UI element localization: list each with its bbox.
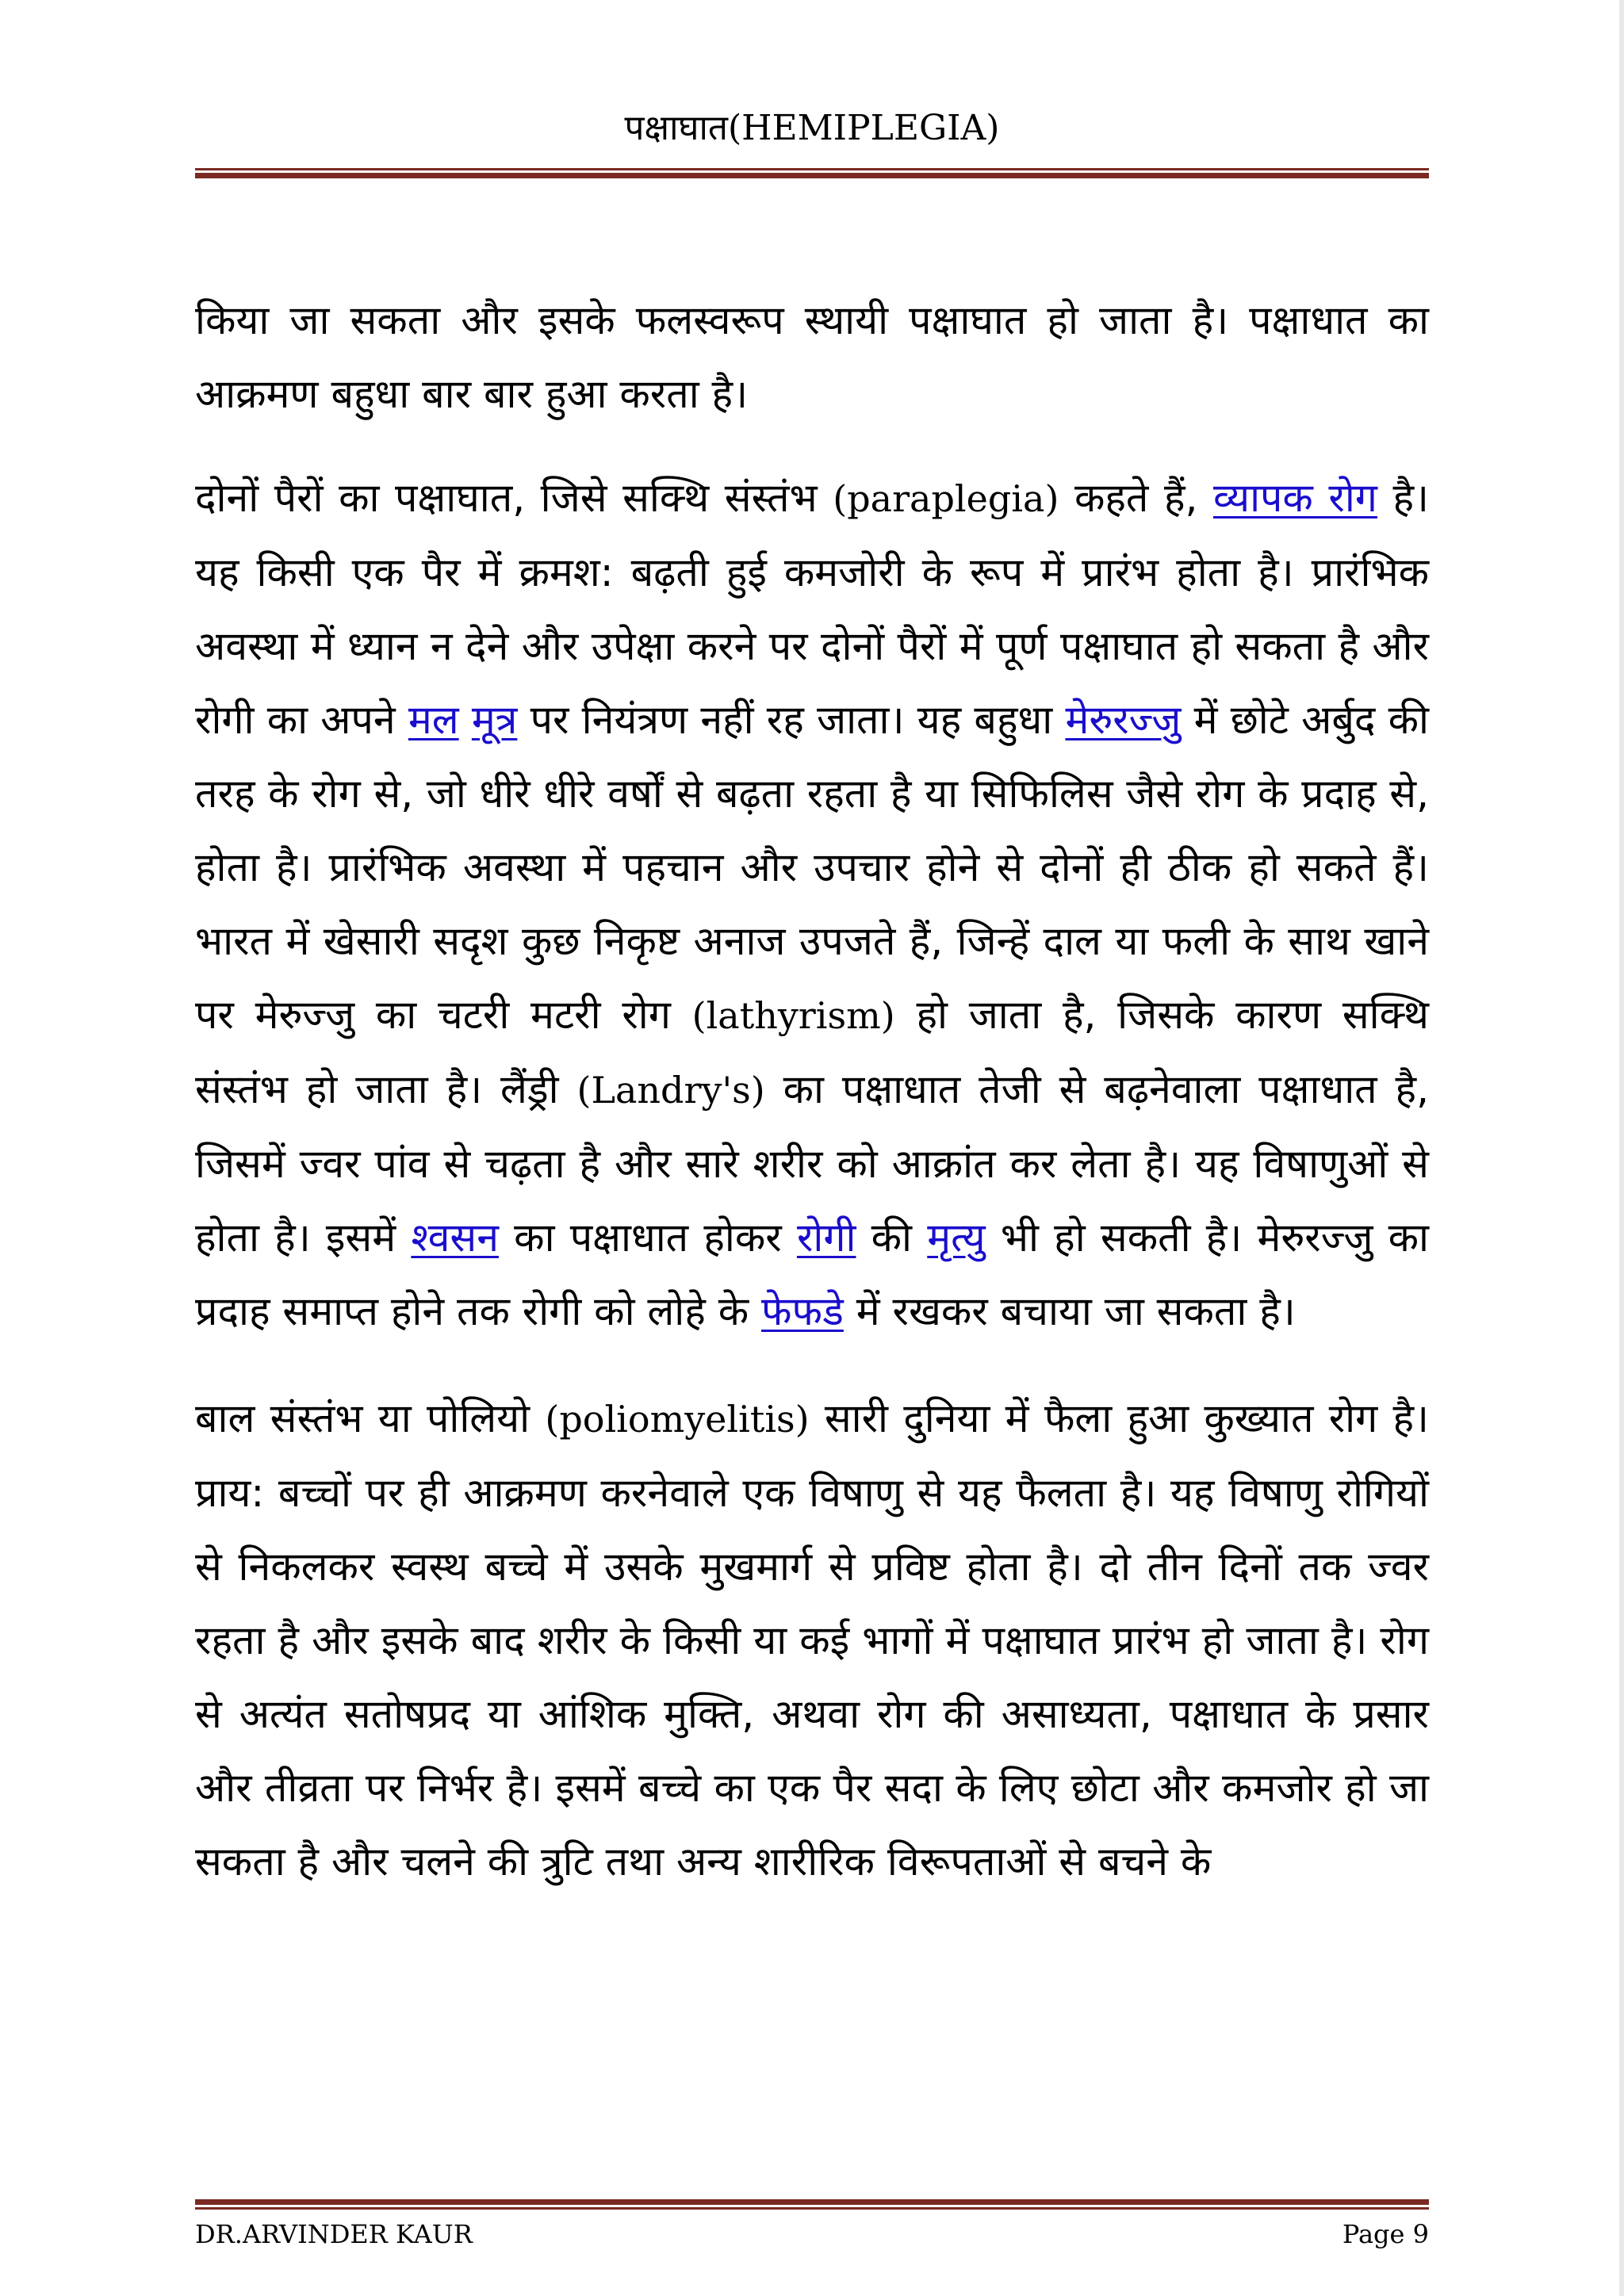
- p2-text-2: कहते हैं,: [1059, 475, 1213, 521]
- p2-text-1: दोनों पैरों का पक्षाघात, जिसे सक्थि संस्तंभ: [195, 475, 833, 521]
- link-mrityu[interactable]: मृत्यु: [927, 1215, 986, 1261]
- paragraph-1: [195, 284, 1429, 431]
- paragraph-3: [195, 1382, 1429, 1899]
- footer-rule-thick: [195, 2199, 1429, 2205]
- footer-rule-thin: [195, 2207, 1429, 2210]
- p3-latin-poliomyelitis: (poliomyelitis): [545, 1398, 810, 1441]
- footer-author: DR.ARVINDER KAUR: [195, 2219, 473, 2249]
- footer-page-number: Page 9: [1342, 2219, 1429, 2249]
- link-vyapak-rog[interactable]: व्यापक रोग: [1212, 475, 1377, 521]
- p2-text-9: का पक्षाधात होकर: [498, 1215, 797, 1261]
- document-body: [195, 284, 1429, 1932]
- p2-text-4: [459, 697, 472, 743]
- p2-text-6: में छोटे अर्बुद की तरह के रोग से, जो धीरे धीरे वर्षों से बढ़ता रहता है या सिफिलिस जैसे रोग के प्रदाह से, होता है। प्रारंभिक अवस्था में पहचान और उपचार होने से दोनों ही ठीक हो सकते हैं। भारत में खेसारी सदृश कुछ निकृष्ट अनाज उपजते हैं, जिन्हें दाल या फली के साथ खाने पर मेरुज्जु का चटरी मटरी रोग: [195, 697, 1429, 1038]
- p2-text-11: भी हो सकती है। मेरुरज्जु का प्रदाह समाप्त होने तक रोगी को लोहे के: [195, 1215, 1429, 1334]
- paragraph-1-text: किया जा सकता और इसके फलस्वरूप स्थायी पक्षाघात हो जाता है। पक्षाधात का आक्रमण बहुधा बार बार हुआ करता है।: [195, 297, 1429, 417]
- link-mutra[interactable]: मूत्र: [471, 697, 518, 743]
- p2-text-12: में रखकर बचाया जा सकता है।: [843, 1288, 1296, 1334]
- link-mal[interactable]: मल: [408, 697, 459, 743]
- p2-latin-lathyrism: (lathyrism): [691, 994, 895, 1037]
- p2-text-10: की: [856, 1215, 928, 1261]
- p2-text-3: है। यह किसी एक पैर में क्रमश: बढ़ती हुई कमजोरी के रूप में प्रारंभ होता है। प्रारंभिक अवस्था में ध्यान न देने और उपेक्षा करने पर दोनों पैरों में पूर्ण पक्षाघात हो सकता है और रोगी का अपने: [195, 475, 1429, 743]
- header-rule-thick: [195, 173, 1429, 178]
- p2-latin-landrys: (Landry's): [576, 1069, 765, 1112]
- p3-text-1: बाल संस्तंभ या पोलियो: [195, 1395, 546, 1441]
- p2-text-5: पर नियंत्रण नहीं रह जाता। यह बहुधा: [517, 697, 1066, 743]
- page-edge-shadow: [1619, 0, 1624, 2296]
- link-phephde[interactable]: फेफडे: [761, 1288, 844, 1334]
- p2-text-7: हो जाता है, जिसके कारण सक्थि संस्तंभ हो जाता है। लैंड्री: [195, 992, 1429, 1112]
- link-merurajju[interactable]: मेरुरज्जु: [1065, 697, 1182, 743]
- link-shvasan[interactable]: श्वसन: [411, 1215, 499, 1261]
- page-header-title: पक्षाघात(HEMIPLEGIA): [624, 108, 1000, 148]
- p2-text-8: का पक्षाधात तेजी से बढ़नेवाला पक्षाधात है, जिसमें ज्वर पांव से चढ़ता है और सारे शरीर को आक्रांत कर लेता है। यह विषाणुओं से होता है। इसमें: [195, 1066, 1429, 1261]
- paragraph-2: [195, 461, 1429, 1349]
- link-rogi[interactable]: रोगी: [796, 1215, 856, 1261]
- p2-latin-paraplegia: (paraplegia): [833, 477, 1059, 520]
- header-rule-thin: [195, 168, 1429, 170]
- p3-text-2: सारी दुनिया में फैला हुआ कुख्यात रोग है। प्राय: बच्चों पर ही आक्रमण करनेवाले एक विषाणु से यह फैलता है। यह विषाणु रोगियों से निकलकर स्वस्थ बच्चे में उसके मुखमार्ग से प्रविष्ट होता है। दो तीन दिनों तक ज्वर रहता है और इसके बाद शरीर के किसी या कई भागों में पक्षाघात प्रारंभ हो जाता है। रोग से अत्यंत सतोषप्रद या आंशिक मुक्ति, अथवा रोग की असाध्यता, पक्षाधात के प्रसार और तीव्रता पर निर्भर है। इसमें बच्चे का एक पैर सदा के लिए छोटा और कमजोर हो जा सकता है और चलने की त्रुटि तथा अन्य शारीरिक विरूपताओं से बचने के: [195, 1395, 1429, 1885]
